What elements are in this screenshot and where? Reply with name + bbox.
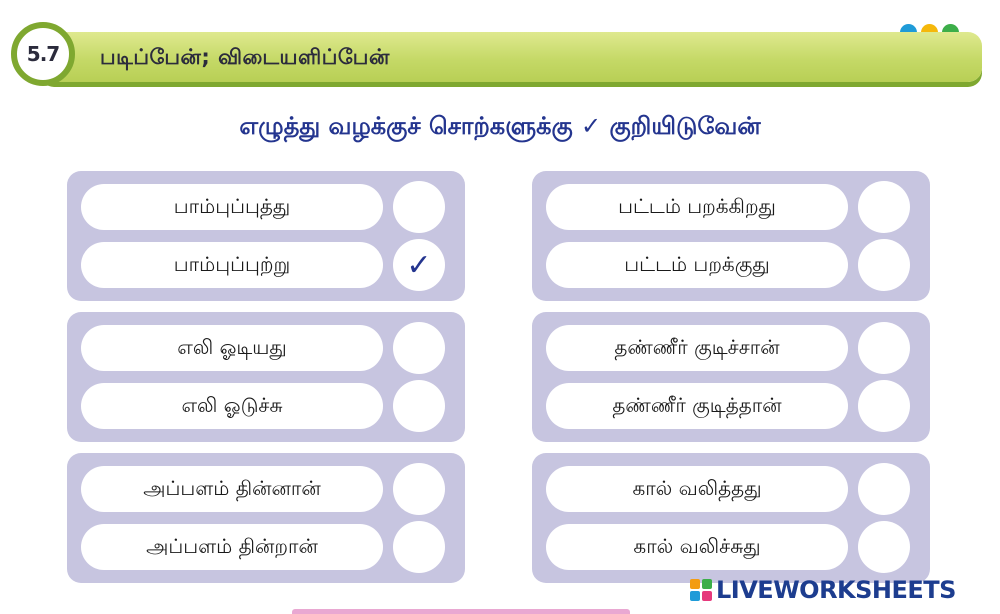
check-circle[interactable] — [858, 322, 910, 374]
section-number-badge: 5.7 — [11, 22, 75, 86]
check-circle[interactable] — [393, 322, 445, 374]
check-mark-icon: ✓ — [406, 247, 432, 283]
check-circle[interactable] — [858, 463, 910, 515]
option-pill[interactable]: அப்பளம் தின்றான் — [81, 524, 383, 570]
check-circle[interactable] — [393, 380, 445, 432]
check-circle[interactable] — [858, 380, 910, 432]
check-circle[interactable] — [858, 521, 910, 573]
option-pill[interactable]: பாம்புப்புத்து — [81, 184, 383, 230]
option-group-1 — [67, 171, 465, 301]
logo-tile — [690, 579, 700, 589]
option-group-5 — [67, 453, 465, 583]
option-pill[interactable]: எலி ஓடியது — [81, 325, 383, 371]
option-pill[interactable]: அப்பளம் தின்னான் — [81, 466, 383, 512]
check-circle[interactable] — [393, 521, 445, 573]
logo-tile — [702, 579, 712, 589]
liveworksheets-logo — [690, 576, 956, 604]
logo-icon — [690, 579, 712, 601]
check-circle[interactable] — [858, 239, 910, 291]
option-pill[interactable]: பட்டம் பறக்குது — [546, 242, 848, 288]
option-group-6 — [532, 453, 930, 583]
logo-tile — [702, 591, 712, 601]
option-pill[interactable]: பாம்புப்புற்று — [81, 242, 383, 288]
bottom-strip — [292, 609, 630, 614]
option-group-3 — [67, 312, 465, 442]
option-group-4 — [532, 312, 930, 442]
logo-text: LIVEWORKSHEETS — [716, 576, 956, 604]
check-circle[interactable] — [393, 181, 445, 233]
page-title: படிப்பேன்; விடையளிப்பேன் — [100, 45, 390, 69]
option-pill[interactable]: தண்ணீர் குடிச்சான் — [546, 325, 848, 371]
logo-tile — [690, 591, 700, 601]
instruction-text: எழுத்து வழக்குச் சொற்களுக்கு ✓ குறியிடுவேன் — [239, 112, 761, 140]
option-group-2 — [532, 171, 930, 301]
option-pill[interactable]: கால் வலித்தது — [546, 466, 848, 512]
option-pill[interactable]: தண்ணீர் குடித்தான் — [546, 383, 848, 429]
option-pill[interactable]: கால் வலிச்சுது — [546, 524, 848, 570]
option-pill[interactable]: எலி ஓடுச்சு — [81, 383, 383, 429]
check-circle[interactable] — [393, 239, 445, 291]
check-circle[interactable] — [858, 181, 910, 233]
check-circle[interactable] — [393, 463, 445, 515]
option-pill[interactable]: பட்டம் பறக்கிறது — [546, 184, 848, 230]
